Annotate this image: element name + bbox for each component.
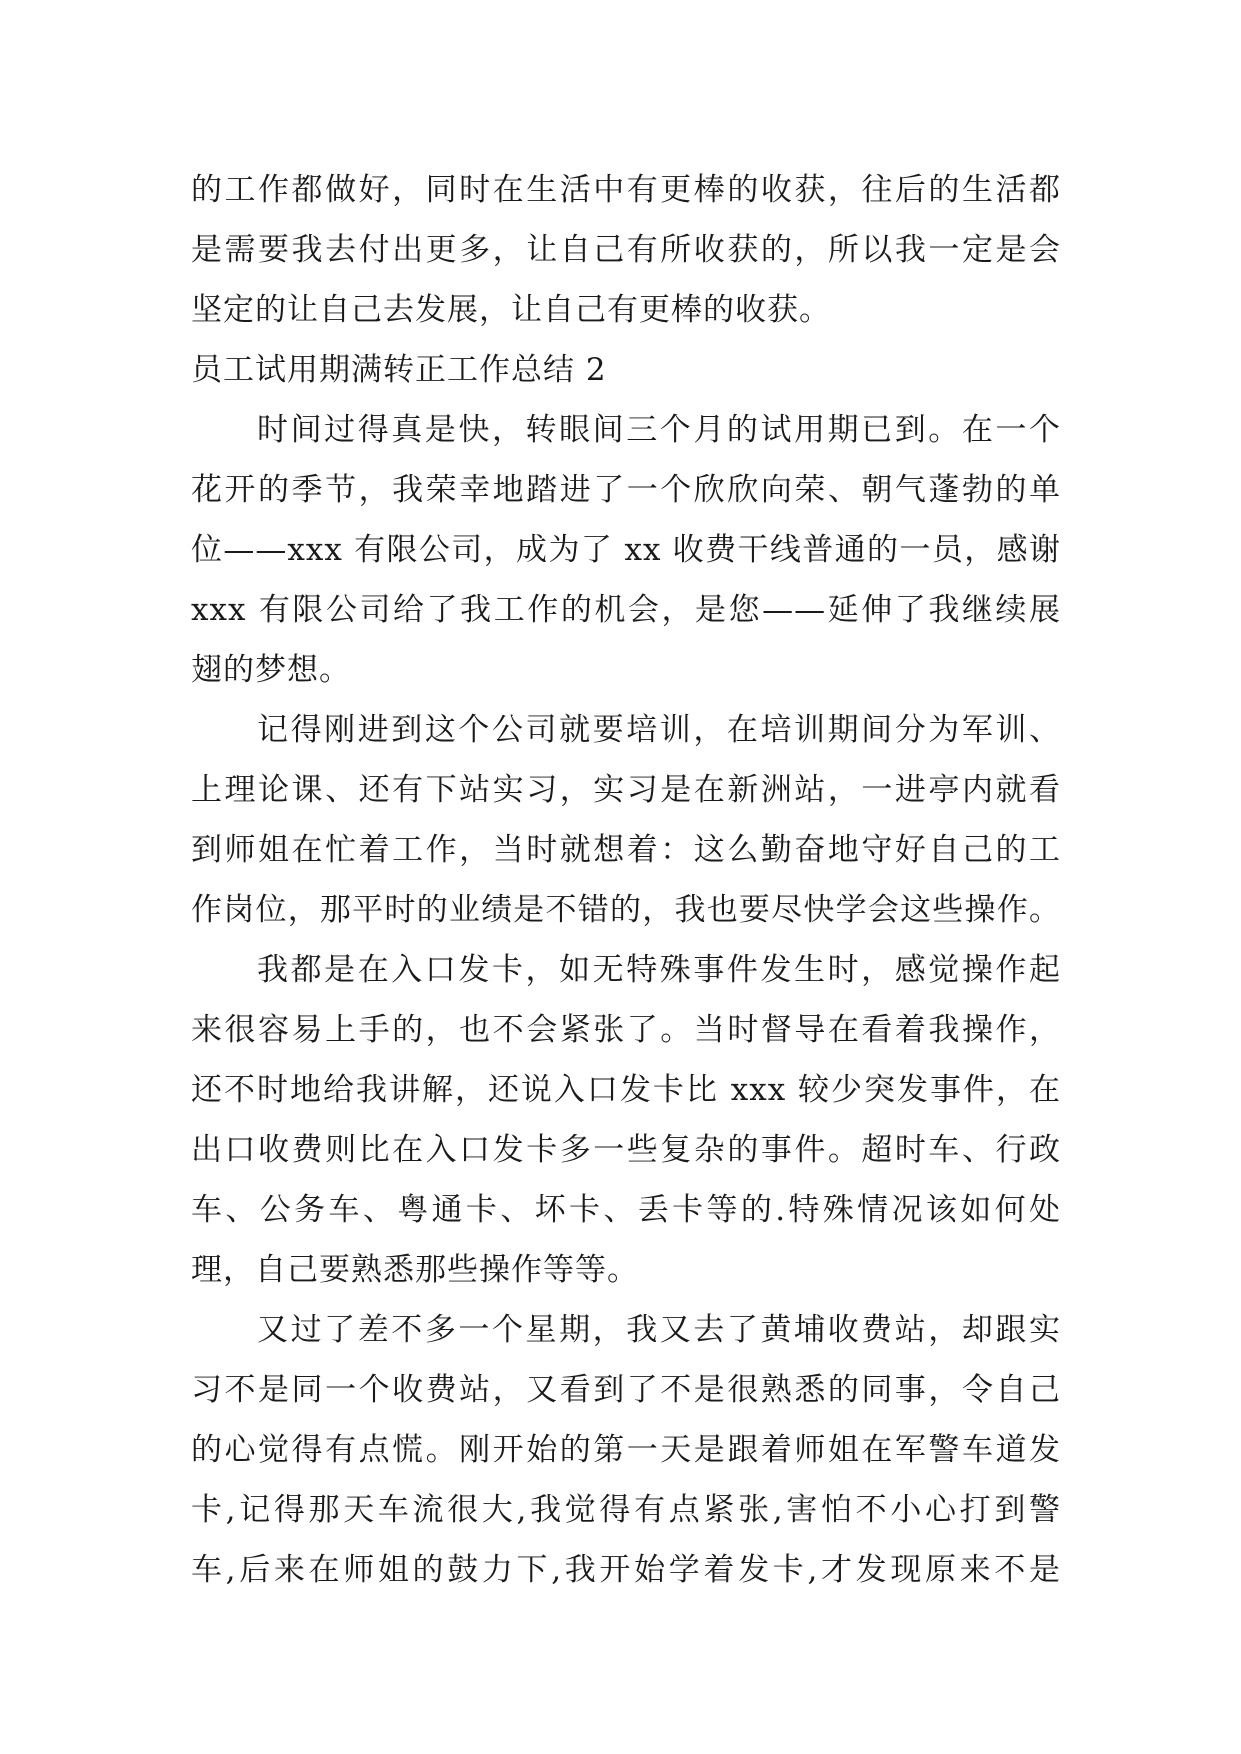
- text-line: 来很容易上手的，也不会紧张了。当时督导在看着我操作，: [191, 1012, 1061, 1048]
- text-line: 车、公务车、粤通卡、坏卡、丢卡等的.特殊情况该如何处: [191, 1192, 1061, 1228]
- text-line: 作岗位，那平时的业绩是不错的，我也要尽快学会这些操作。: [191, 892, 1061, 928]
- text-line: 花开的季节，我荣幸地踏进了一个欣欣向荣、朝气蓬勃的单: [191, 472, 1061, 508]
- paragraph-first-line: 记得刚进到这个公司就要培训，在培训期间分为军训、: [257, 712, 1061, 748]
- text-line: 是需要我去付出更多，让自己有所收获的，所以我一定是会: [191, 232, 1061, 268]
- text-line: 车,后来在师姐的鼓力下,我开始学着发卡,才发现原来不是: [191, 1552, 1061, 1588]
- paragraph-first-line: 我都是在入口发卡，如无特殊事件发生时，感觉操作起: [257, 952, 1061, 988]
- text-line: 坚定的让自己去发展，让自己有更棒的收获。: [191, 292, 831, 328]
- paragraph-first-line: 时间过得真是快，转眼间三个月的试用期已到。在一个: [257, 412, 1061, 448]
- text-line: 的心觉得有点慌。刚开始的第一天是跟着师姐在军警车道发: [191, 1432, 1061, 1468]
- text-line: 卡,记得那天车流很大,我觉得有点紧张,害怕不小心打到警: [191, 1492, 1061, 1528]
- paragraph-first-line: 又过了差不多一个星期，我又去了黄埔收费站，却跟实: [257, 1312, 1061, 1348]
- text-line: 还不时地给我讲解，还说入口发卡比 xxx 较少突发事件，在: [191, 1072, 1061, 1108]
- document-body: [191, 160, 1061, 1600]
- text-line: 的工作都做好，同时在生活中有更棒的收获，往后的生活都: [191, 172, 1061, 208]
- text-line: 出口收费则比在入口发卡多一些复杂的事件。超时车、行政: [191, 1132, 1061, 1168]
- text-line: xxx 有限公司给了我工作的机会，是您——延伸了我继续展: [191, 592, 1061, 628]
- text-line: 上理论课、还有下站实习，实习是在新洲站，一进亭内就看: [191, 772, 1061, 808]
- text-line: 习不是同一个收费站，又看到了不是很熟悉的同事，令自己: [191, 1372, 1061, 1408]
- text-line: 理，自己要熟悉那些操作等等。: [191, 1252, 639, 1288]
- text-line: 翅的梦想。: [191, 652, 351, 688]
- text-line: 到师姐在忙着工作，当时就想着：这么勤奋地守好自己的工: [191, 832, 1061, 868]
- section-heading: 员工试用期满转正工作总结 2: [191, 352, 607, 388]
- text-line: 位——xxx 有限公司，成为了 xx 收费干线普通的一员，感谢: [191, 532, 1061, 568]
